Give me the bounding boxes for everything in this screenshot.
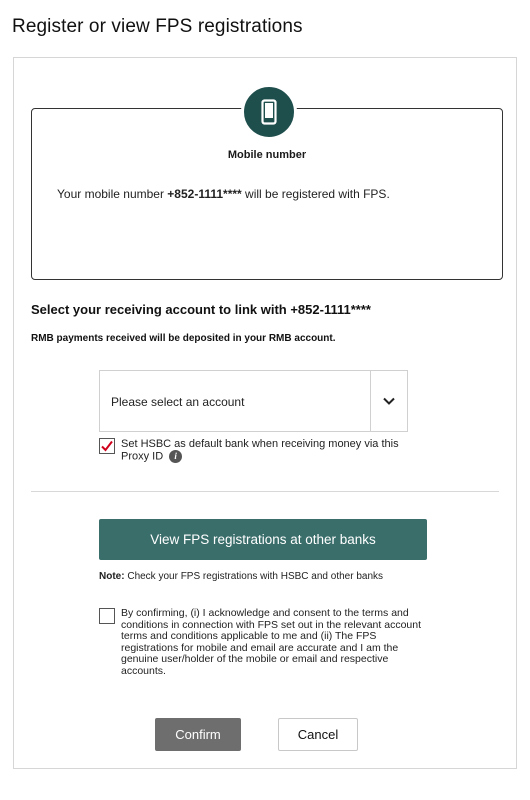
checkmark-icon bbox=[99, 438, 115, 454]
note-body: Check your FPS registrations with HSBC and other banks bbox=[124, 571, 384, 582]
view-other-banks-button[interactable]: View FPS registrations at other banks bbox=[99, 519, 427, 560]
confirm-button[interactable]: Confirm bbox=[155, 718, 241, 751]
consent-text: By confirming, (i) I acknowledge and consent to the terms and conditions in connection with FPS set out in the relevant account terms and conditions applicable to me and (ii) The FPS registrations for mobile and email are accurate and I am the genuine user/holder of the mobile or email and respective accounts. bbox=[121, 607, 422, 677]
account-select-value: Please select an account bbox=[111, 395, 245, 409]
default-bank-checkbox[interactable] bbox=[99, 438, 115, 454]
default-bank-label bbox=[121, 438, 411, 463]
info-icon[interactable]: i bbox=[169, 450, 182, 463]
page-title: Register or view FPS registrations bbox=[12, 16, 303, 37]
card-text bbox=[57, 187, 390, 201]
rmb-note: RMB payments received will be deposited in your RMB account. bbox=[31, 333, 336, 344]
card-text-prefix: Your mobile number bbox=[57, 187, 168, 201]
note-label: Note: bbox=[99, 571, 125, 582]
select-account-heading: Select your receiving account to link with +852-1111**** bbox=[31, 302, 371, 317]
mobile-number: +852-1111**** bbox=[167, 187, 242, 201]
cancel-button[interactable]: Cancel bbox=[278, 718, 358, 751]
note-text bbox=[99, 571, 419, 582]
account-select[interactable] bbox=[99, 370, 408, 432]
chevron-down-icon[interactable] bbox=[370, 371, 407, 431]
mobile-phone-icon bbox=[241, 84, 297, 140]
divider bbox=[31, 491, 499, 492]
default-bank-text: Set HSBC as default bank when receiving money via this Proxy ID bbox=[121, 438, 399, 463]
card-text-suffix: will be registered with FPS. bbox=[241, 187, 390, 201]
card-heading: Mobile number bbox=[227, 149, 307, 161]
consent-checkbox[interactable] bbox=[99, 608, 115, 624]
